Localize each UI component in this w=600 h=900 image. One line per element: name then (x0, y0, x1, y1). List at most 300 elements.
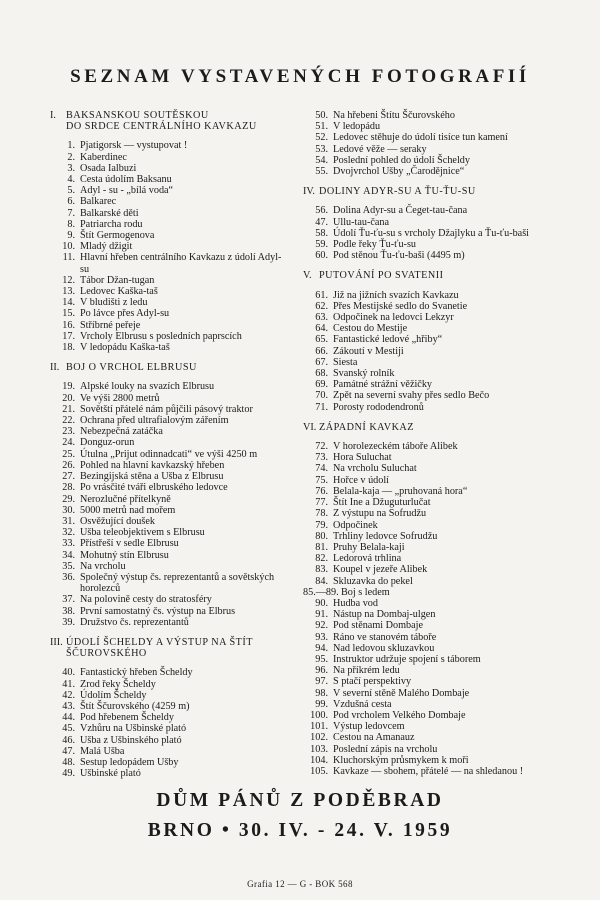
photo-caption: Odpočinek (333, 519, 378, 531)
photo-list-item (50, 527, 290, 538)
photo-caption: Vzhůru na Ušbinské plató (80, 723, 187, 735)
photo-caption: Cestou na Amanauz (333, 732, 415, 744)
photo-list-item (303, 609, 558, 620)
photo-caption: Fantastické ledové „hřiby“ (333, 334, 443, 346)
photo-list-item (303, 620, 558, 631)
photo-number: 99. (315, 698, 328, 710)
photo-caption: V bludišti z ledu (80, 297, 148, 309)
photo-caption: Svanský rolník (333, 368, 395, 380)
venue-name: DŮM PÁNŮ Z PODĚBRAD (156, 790, 444, 811)
photo-list-item (50, 617, 290, 628)
photo-section (50, 637, 290, 779)
photo-caption: Ledovec stěhuje do údolí tisíce tun kamení (333, 132, 508, 144)
section-title-line: BAKSANSKOU SOUTĚSKOU (66, 110, 209, 121)
photo-list-item (50, 449, 290, 460)
photo-list-item (303, 368, 558, 379)
photo-number: 95. (315, 653, 328, 665)
photo-number: 63. (315, 312, 328, 324)
photo-caption: Zpět na severní svahy přes sedlo Bečo (333, 390, 490, 402)
photo-number: 9. (67, 230, 75, 242)
photo-list-item (303, 390, 558, 401)
photo-number: 29. (62, 493, 75, 505)
printer-footer: Grafia 12 — G - BOK 568 (247, 879, 353, 889)
photo-number: 92. (315, 620, 328, 632)
photo-list-item (50, 594, 290, 605)
right-column (303, 110, 558, 786)
photo-caption: Siesta (333, 356, 358, 368)
photo-caption: Pruhy Belala-kaji (333, 541, 405, 553)
photo-list-item (50, 679, 290, 690)
section-title (319, 270, 558, 281)
photo-list-item (50, 152, 290, 163)
photo-caption: V ledopádu Kaška-taš (80, 342, 170, 354)
photo-number: 54. (315, 154, 328, 166)
photo-number: 100. (310, 709, 328, 721)
photo-number: 47. (315, 216, 328, 228)
photo-caption: Na hřebeni Štítu Ščurovského (333, 110, 455, 121)
photo-caption: Belala-kaja — „pruhovaná hora“ (333, 485, 468, 497)
photo-caption: Pohled na hlavní kavkazský hřeben (80, 459, 225, 471)
photo-number: 102. (310, 732, 328, 744)
photo-caption: Osvěžující doušek (80, 515, 155, 527)
photo-caption: Štít Germogenova (80, 230, 155, 242)
photo-caption: Sovětští přátelé nám půjčili pásový traktor (80, 403, 253, 415)
photo-caption: Přes Mestijské sedlo do Svanetie (333, 300, 468, 312)
photo-caption: Nebezpečná zatáčka (80, 426, 163, 438)
photo-list-item (303, 542, 558, 553)
photo-list-item (303, 508, 558, 519)
photo-number: 21. (62, 403, 75, 415)
photo-list-item (303, 217, 558, 228)
section-number: III. (50, 636, 63, 648)
photo-list-item (50, 572, 290, 594)
photo-caption: Cesta údolím Baksanu (80, 174, 172, 186)
section-number: IV. (303, 186, 315, 198)
photo-list-item (303, 312, 558, 323)
photo-number: 52. (315, 132, 328, 144)
photo-number: 16. (62, 319, 75, 331)
photo-caption: Přístřeší v sedle Elbrusu (80, 538, 179, 550)
photo-caption: Zákoutí v Mestiji (333, 345, 404, 357)
photo-caption: Fantastický hřeben Šcheldy (80, 667, 193, 679)
photo-caption: Tábor Džan-tugan (80, 274, 155, 286)
photo-list-item (303, 744, 558, 755)
photo-number: 69. (315, 379, 328, 391)
photo-caption: Ledové věže — seraky (333, 143, 427, 155)
photo-caption: Na vrcholu Suluchat (333, 463, 417, 475)
photo-list-item (50, 196, 290, 207)
photo-list-item (50, 241, 290, 252)
photo-number: 75. (315, 474, 328, 486)
photo-caption: Ušba teleobjektivem s Elbrusu (80, 527, 205, 539)
photo-section (303, 422, 558, 777)
photo-number: 39. (62, 616, 75, 628)
photo-list-item (50, 723, 290, 734)
photo-caption: Útulna „Prijut odinnadcati“ ve výši 4250 m (80, 448, 258, 460)
photo-caption: Osada Ialbuzi (80, 162, 137, 174)
photo-caption: Pod stěnou Ťu-ťu-baši (4495 m) (333, 250, 465, 262)
photo-caption: Družstvo čs. reprezentantů (80, 616, 189, 628)
photo-caption: Po vrásčité tváři elbruského ledovce (80, 482, 228, 494)
photo-list-item (303, 121, 558, 132)
photo-number: 50. (315, 110, 328, 121)
photo-number: 26. (62, 459, 75, 471)
photo-caption: Již na jižních svazích Kavkazu (333, 289, 459, 301)
photo-list-item (50, 712, 290, 723)
photo-list-item (303, 688, 558, 699)
photo-number: 62. (315, 300, 328, 312)
photo-number: 74. (315, 463, 328, 475)
photo-caption: Pod vrcholem Velkého Dombaje (333, 709, 466, 721)
photo-list-item (303, 441, 558, 452)
photo-list-item (50, 538, 290, 549)
photo-caption: Hořce v údolí (333, 474, 390, 486)
photo-list-item (50, 252, 290, 274)
photo-number: 30. (62, 504, 75, 516)
photo-caption: Pod stěnami Dombaje (333, 620, 423, 632)
photo-list-item (303, 755, 558, 766)
photo-number: 24. (62, 437, 75, 449)
photo-caption: V ledopádu (333, 121, 381, 133)
photo-caption: Hudba vod (333, 597, 378, 609)
photo-list-item (303, 654, 558, 665)
photo-caption: Adyl - su - „bílá voda“ (80, 185, 174, 197)
photo-number: 105. (310, 765, 328, 777)
photo-caption: S ptačí perspektivy (333, 676, 412, 688)
photo-number: 32. (62, 527, 75, 539)
photo-list-item (50, 735, 290, 746)
photo-number: 19. (62, 381, 75, 393)
photo-number: 56. (315, 205, 328, 217)
photo-number: 28. (62, 482, 75, 494)
photo-number: 77. (315, 497, 328, 509)
photo-number: 15. (62, 308, 75, 320)
photo-number: 35. (62, 560, 75, 572)
photo-caption: Dolina Adyr-su a Čeget-tau-čana (333, 205, 468, 217)
photo-caption: Trhliny ledovce Sofrudžu (333, 530, 438, 542)
photo-list-item (303, 452, 558, 463)
photo-number: 72. (315, 441, 328, 453)
photo-list-item (303, 475, 558, 486)
photo-list-item (50, 606, 290, 617)
photo-caption: Ledorová trhlina (333, 553, 402, 565)
photo-list-item (303, 205, 558, 216)
photo-list-item (50, 404, 290, 415)
photo-list-item (303, 379, 558, 390)
photo-number: 64. (315, 323, 328, 335)
photo-number: 13. (62, 286, 75, 298)
section-heading (50, 110, 290, 132)
section-title (66, 110, 290, 132)
photo-caption: Dvojvrchol Ušby „Čarodějnice“ (333, 166, 465, 178)
photo-caption: Ráno ve stanovém táboře (333, 631, 437, 643)
photo-number: 51. (315, 121, 328, 133)
section-heading (303, 270, 558, 281)
photo-caption: Patriarcha rodu (80, 218, 143, 230)
photo-number: 11. (62, 252, 75, 264)
photo-list-item (50, 460, 290, 471)
section-title-line: ZÁPADNÍ KAVKAZ (319, 421, 415, 433)
photo-list-item (50, 208, 290, 219)
photo-caption: Alpské louky na svazích Elbrusu (80, 381, 215, 393)
photo-caption: Ullu-tau-čana (333, 216, 390, 228)
photo-list-item (50, 667, 290, 678)
photo-list-item (303, 632, 558, 643)
photo-caption: Nad ledovou skluzavkou (333, 642, 435, 654)
photo-section (50, 362, 290, 628)
photo-number: 41. (62, 678, 75, 690)
photo-list-item (50, 286, 290, 297)
photo-number: 61. (315, 289, 328, 301)
photo-caption: V severní stěně Malého Dombaje (333, 687, 470, 699)
section-title-line: DOLINY ADYR-SU A ŤU-ŤU-SU (319, 186, 476, 198)
photo-number: 83. (315, 564, 328, 576)
section-heading (50, 362, 290, 373)
photo-number: 17. (62, 330, 75, 342)
photo-number: 12. (62, 274, 75, 286)
photo-caption: Nerozlučné přítelkyně (80, 493, 171, 505)
photo-list-item (50, 185, 290, 196)
photo-caption: Hora Suluchat (333, 452, 392, 464)
photo-number: 58. (315, 227, 328, 239)
photo-list-item (303, 643, 558, 654)
photo-number: 65. (315, 334, 328, 346)
photo-number: 44. (62, 712, 75, 724)
photo-caption: Skluzavka do pekel (333, 575, 413, 587)
photo-number: 8. (67, 218, 75, 230)
page-title: SEZNAM VYSTAVENÝCH FOTOGRAFIÍ (70, 66, 530, 87)
photo-caption: Pod hřebenem Šcheldy (80, 712, 174, 724)
photo-number: 14. (62, 297, 75, 309)
photo-list-item (303, 228, 558, 239)
photo-list-item (50, 516, 290, 527)
photo-number: 103. (310, 743, 328, 755)
photo-caption: Z výstupu na Sofrudžu (333, 508, 427, 520)
section-title (66, 362, 290, 373)
photo-list-item (50, 437, 290, 448)
photo-list-item (50, 219, 290, 230)
photo-caption: Mladý džigit (80, 241, 133, 253)
photo-number: 36. (62, 571, 75, 583)
photo-list-item (303, 598, 558, 609)
photo-number: 38. (62, 605, 75, 617)
section-title (319, 186, 558, 197)
photo-number: 70. (315, 390, 328, 402)
photo-number: 4. (67, 174, 75, 186)
photo-list-item (50, 768, 290, 779)
photo-caption: Vrcholy Elbrusu s posledních paprscích (80, 330, 242, 342)
photo-list-item (50, 331, 290, 342)
photo-caption: Balkarec (80, 196, 117, 208)
photo-list-item (303, 239, 558, 250)
photo-number: 59. (315, 239, 328, 251)
photo-number: 2. (67, 151, 75, 163)
photo-caption: Výstup ledovcem (333, 721, 405, 733)
photo-number: 76. (315, 485, 328, 497)
photo-list-item (303, 166, 558, 177)
photo-list-item (50, 297, 290, 308)
venue-block (0, 786, 600, 846)
photo-number: 49. (62, 768, 75, 780)
section-title-line: ÚDOLÍ ŠCHELDY A VÝSTUP NA ŠTÍT (66, 636, 253, 648)
photo-number: 10. (62, 241, 75, 253)
photo-list-item (303, 676, 558, 687)
photo-list-item (50, 140, 290, 151)
photo-list-item (303, 402, 558, 413)
photo-caption: Bezingijská stěna a Ušba z Elbrusu (80, 471, 224, 483)
photo-caption: Sestup ledopádem Ušby (80, 756, 179, 768)
photo-list-item (50, 505, 290, 516)
section-number: VI. (303, 421, 317, 433)
photo-caption: Malá Ušba (80, 745, 125, 757)
photo-number: 37. (62, 594, 75, 606)
photo-number: 66. (315, 345, 328, 357)
section-number: I. (50, 110, 56, 121)
photo-caption: Po lávce přes Adyl-su (80, 308, 170, 320)
photo-caption: Podle řeky Ťu-ťu-su (333, 239, 417, 251)
section-title-line: PUTOVÁNÍ PO SVATENII (319, 270, 444, 282)
photo-number: 46. (62, 734, 75, 746)
photo-list-item (303, 301, 558, 312)
photo-number: 48. (62, 756, 75, 768)
photo-list-item (50, 757, 290, 768)
photo-number: 42. (62, 689, 75, 701)
section-heading (50, 637, 290, 659)
photo-caption: Na příkrém ledu (333, 665, 400, 677)
photo-list-item (303, 357, 558, 368)
photo-caption: Společný výstup čs. reprezentantů a sovětských horolezců (80, 571, 275, 595)
photo-caption: Donguz-orun (80, 437, 135, 449)
photo-caption: Kluchorským průsmykem k moři (333, 754, 469, 766)
photo-caption: Balkarské děti (80, 207, 139, 219)
section-number: V. (303, 270, 312, 282)
photo-number: 79. (315, 519, 328, 531)
photo-list-item (303, 110, 558, 121)
photo-number: 18. (62, 342, 75, 354)
photo-list-item (303, 721, 558, 732)
photo-caption: Ušba z Ušbinského plató (80, 734, 182, 746)
photo-list-item (303, 323, 558, 334)
section-number: II. (50, 362, 60, 374)
photo-list-item (50, 471, 290, 482)
photo-number: 93. (315, 631, 328, 643)
photo-caption: Ušbinské plató (80, 768, 141, 780)
photo-caption: Štít Ščurovského (4259 m) (80, 700, 190, 712)
photo-number: 1. (67, 140, 75, 152)
photo-list-item (303, 587, 558, 598)
photo-list-item (303, 497, 558, 508)
photo-list-item (303, 766, 558, 777)
photo-number: 25. (62, 448, 75, 460)
photo-list-item (303, 132, 558, 143)
photo-caption: Boj s ledem (341, 586, 390, 598)
photo-list-item (303, 710, 558, 721)
photo-number: 81. (315, 541, 328, 553)
photo-caption: Kaberdinec (80, 151, 127, 163)
photo-caption: Na polovině cesty do stratosféry (80, 594, 212, 606)
photo-caption: Odpočinek na ledovci Lekzyr (333, 312, 454, 324)
photo-list-item (50, 174, 290, 185)
photo-caption: Na vrcholu (80, 560, 126, 572)
photo-number: 97. (315, 676, 328, 688)
photo-caption: Ledovec Kaška-taš (80, 286, 158, 298)
photo-list-item (303, 250, 558, 261)
photo-number: 7. (67, 207, 75, 219)
photo-list-item (303, 699, 558, 710)
photo-list-item (50, 701, 290, 712)
photo-number: 31. (62, 515, 75, 527)
photo-number: 20. (62, 392, 75, 404)
photo-caption: Stříbrné peřeje (80, 319, 141, 331)
photo-number: 78. (315, 508, 328, 520)
photo-list-item (50, 561, 290, 572)
photo-number: 68. (315, 368, 328, 380)
section-title-line: ŠČUROVSKÉHO (66, 648, 147, 660)
photo-caption: Poslední zápis na vrcholu (333, 743, 438, 755)
photo-number: 53. (315, 143, 328, 155)
photo-list-item (50, 308, 290, 319)
photo-number: 55. (315, 166, 328, 178)
photo-list-item (303, 463, 558, 474)
photo-section (50, 110, 290, 353)
photo-list-item (303, 576, 558, 587)
left-column (50, 110, 290, 788)
photo-caption: Zrod řeky Šcheldy (80, 678, 156, 690)
photo-list-item (303, 486, 558, 497)
photo-number: 91. (315, 609, 328, 621)
photo-number: 82. (315, 553, 328, 565)
photo-caption: Porosty rododendronů (333, 401, 424, 413)
photo-number: 80. (315, 530, 328, 542)
photo-caption: Nástup na Dombaj-ulgen (333, 609, 436, 621)
photo-caption: Mohutný stín Elbrusu (80, 549, 169, 561)
photo-list-item (50, 426, 290, 437)
photo-caption: Údolí Ťu-ťu-su s vrcholy Džajlyku a Ťu-ťu-baši (333, 227, 529, 239)
photo-number: 98. (315, 687, 328, 699)
photo-list-item (50, 550, 290, 561)
photo-number: 85.—89. (303, 586, 339, 598)
photo-list-item (50, 320, 290, 331)
photo-list-item (50, 746, 290, 757)
photo-number: 67. (315, 356, 328, 368)
venue-dates: BRNO • 30. IV. - 24. V. 1959 (147, 820, 453, 841)
photo-number: 71. (315, 401, 328, 413)
photo-caption: V horolezeckém táboře Alibek (333, 441, 458, 453)
photo-caption: Ve výši 2800 metrů (80, 392, 160, 404)
photo-number: 47. (62, 745, 75, 757)
section-title-line: BOJ O VRCHOL ELBRUSU (66, 362, 197, 374)
photo-number: 104. (310, 754, 328, 766)
photo-number: 90. (315, 597, 328, 609)
photo-section (303, 186, 558, 261)
photo-caption: Ochrana před ultrafialovým zářením (80, 415, 229, 427)
photo-number: 27. (62, 471, 75, 483)
photo-section (303, 270, 558, 412)
photo-number: 5. (67, 185, 75, 197)
photo-list-item (303, 334, 558, 345)
photo-caption: Poslední pohled do údolí Šcheldy (333, 154, 470, 166)
photo-list-item (303, 665, 558, 676)
photo-caption: 5000 metrů nad mořem (80, 504, 176, 516)
photo-caption: První samostatný čs. výstup na Elbrus (80, 605, 236, 617)
photo-caption: Údolím Šcheldy (80, 689, 147, 701)
photo-list-item (50, 393, 290, 404)
photo-list-item (50, 690, 290, 701)
photo-caption: Vzdušná cesta (333, 698, 392, 710)
photo-caption: Instruktor udržuje spojení s táborem (333, 653, 481, 665)
photo-number: 3. (67, 162, 75, 174)
photo-list-item (303, 531, 558, 542)
